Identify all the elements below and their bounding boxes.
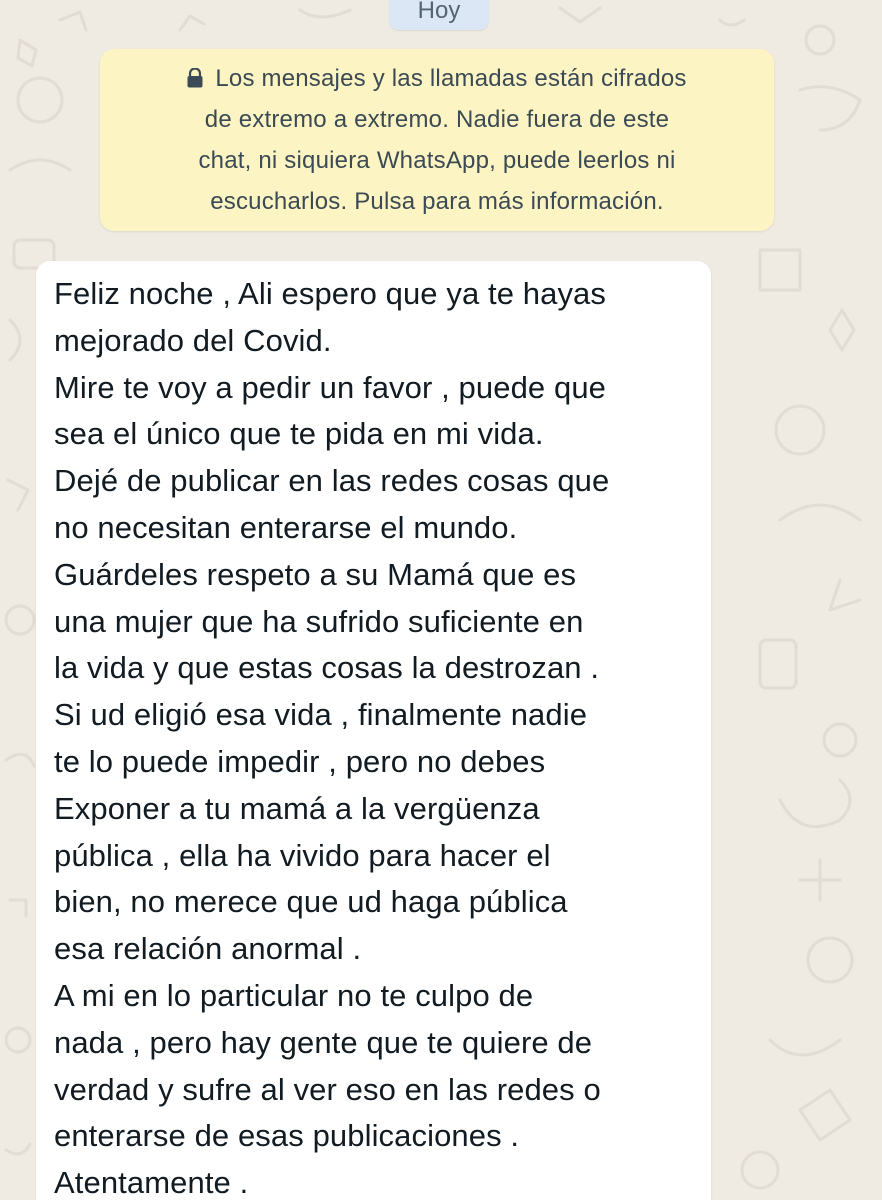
encryption-notice-line: de extremo a extremo. Nadie fuera de este bbox=[204, 106, 670, 133]
message-line: mejorado del Covid. bbox=[54, 322, 332, 358]
encryption-notice[interactable] bbox=[100, 49, 774, 231]
message-line: Atentamente . bbox=[54, 1165, 249, 1200]
date-chip bbox=[389, 0, 489, 30]
message-line: bien, no merece que ud haga pública bbox=[54, 884, 568, 920]
lock-icon bbox=[187, 68, 203, 88]
encryption-notice-line: escucharlos. Pulsa para más información. bbox=[210, 188, 664, 215]
incoming-message-bubble[interactable] bbox=[36, 261, 711, 1200]
date-chip-label: Hoy bbox=[417, 0, 461, 24]
message-line: Dejé de publicar en las redes cosas que bbox=[54, 463, 610, 499]
message-line: Exponer a tu mamá a la vergüenza bbox=[54, 790, 540, 826]
message-line: Mire te voy a pedir un favor , puede que bbox=[54, 369, 606, 405]
message-line: sea el único que te pida en mi vida. bbox=[54, 416, 544, 452]
message-line: Si ud eligió esa vida , finalmente nadie bbox=[54, 697, 588, 733]
message-line: una mujer que ha sufrido suficiente en bbox=[54, 603, 584, 639]
message-line: verdad y sufre al ver eso en las redes o bbox=[54, 1071, 601, 1107]
message-line: enterarse de esas publicaciones . bbox=[54, 1118, 520, 1154]
encryption-notice-line: Los mensajes y las llamadas están cifrados bbox=[187, 58, 686, 99]
message-line: Feliz noche , Ali espero que ya te hayas bbox=[54, 276, 606, 311]
message-line: esa relación anormal . bbox=[54, 931, 362, 967]
encryption-notice-text bbox=[187, 58, 686, 222]
message-line: te lo puede impedir , pero no debes bbox=[54, 743, 546, 779]
message-line: Guárdeles respeto a su Mamá que es bbox=[54, 556, 577, 592]
message-line: no necesitan enterarse el mundo. bbox=[54, 509, 518, 545]
message-line: nada , pero hay gente que te quiere de bbox=[54, 1024, 593, 1060]
encryption-notice-line: chat, ni siquiera WhatsApp, puede leerlos ni bbox=[198, 147, 676, 174]
message-line: la vida y que estas cosas la destrozan . bbox=[54, 650, 600, 686]
message-line: pública , ella ha vivido para hacer el bbox=[54, 837, 551, 873]
message-line: A mi en lo particular no te culpo de bbox=[54, 977, 534, 1013]
